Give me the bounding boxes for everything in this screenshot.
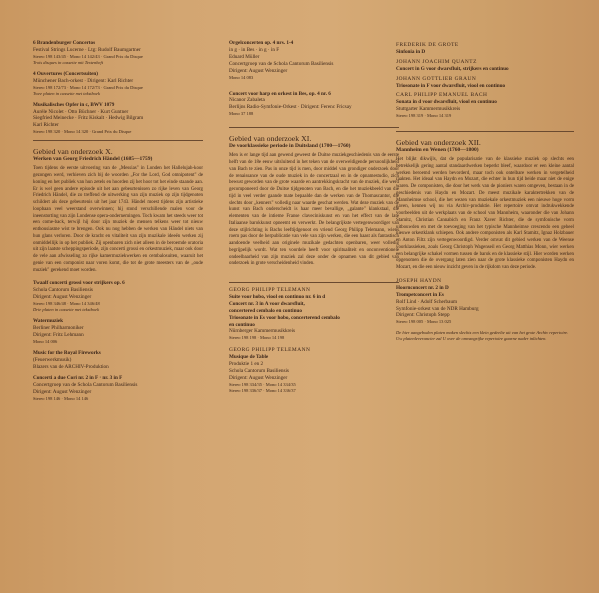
catalog-line: Stereo 198 005 · Mono 13 025	[396, 319, 452, 325]
entry-line: Nicanor Zabaleta	[229, 97, 265, 104]
entry-line: Blazers van de ARCHIV-Produktion	[33, 363, 109, 370]
work-title: Twaalf concerti grossi voor strijkers op. 6	[33, 280, 125, 287]
entry-note: Drie platen in cassette met tekstboek	[33, 306, 100, 312]
catalog-line: Stereo 198 346/48 · Mono 14 346/48	[33, 300, 100, 306]
entry-line: Concertgroep van de Schola Cantorum Basiliensis	[229, 60, 334, 67]
work-title: Watermuziek	[33, 317, 63, 324]
entry-line: Triosonate in Es voor hobo, concerterend cembalo	[229, 314, 340, 321]
entry-line: concertered cembalo en continuo	[229, 307, 302, 314]
catalog-line: Stereo 198 334/35 · Mono 14 334/35	[229, 381, 296, 387]
column-middle	[229, 40, 399, 399]
work-title: 4 Ouvertures (Concertsuiten)	[33, 70, 99, 77]
divider	[229, 127, 399, 128]
work-title: Concert in G voor dwarsfluit, strijkers en continuo	[396, 65, 509, 72]
work-title: Musique de Table	[229, 354, 269, 361]
record-entry	[396, 59, 574, 73]
divider	[229, 282, 399, 283]
section-title: Gebied van onderzoek XII.	[396, 138, 481, 148]
record-entry	[33, 280, 203, 313]
record-entry	[396, 278, 574, 325]
entry-line: Schola Cantorum Basiliensis	[229, 368, 289, 375]
entry-note: Twee platen in cassette met tekstboek	[33, 90, 101, 96]
entry-line: Trompetconcert in Es	[396, 291, 444, 298]
entry-line: Siegfried Meinecke · Fritz Kiskalt · Hedwig Bilgram	[33, 115, 144, 122]
record-entry	[33, 102, 203, 136]
section-subtitle: De voorklassieke periode in Duitsland (1700—1760)	[229, 143, 351, 150]
record-entry	[229, 287, 399, 341]
catalog-line: Stereo 198 198 · Mono 14 198	[229, 335, 285, 341]
record-entry	[396, 42, 574, 56]
catalog-line: Stereo 198 336/37 · Mono 14 336/37	[229, 387, 296, 393]
entry-line: Dirigent: Christoph Stepp	[396, 312, 450, 319]
section-paragraph: Men is er lange tijd aan gewend geweest de Duitse muziekgeschiedenis van de eerste helft van de 18e eeuw uitsluitend in het teken van de overweldigende persoonlijkheid van Bach te zien. Pas in onze tijd is men, door middel van grondiger onderzoek door de renaissance van de oude muziek in de concertzaal en in de opnamestudio, zich bewust geworden van de grote waarde en aantrekkingskracht van de muziek, die werd gecomponeerd door de Duitse tijdgenoten van Bach, en die het muziekbeeld van die tijd in veel verder gaande mate bepaalde dan de werken van de Thomascantor, die slechts door „kenners" volledig naar waarde geschat werden. Wat deze muziek van de kunst van Bach onderscheidt is haar meer bevallige, „galante" klankstaal, die elementen van de intieme Franse claveciniskunst en van het effect van de late Italiaanse barokkunst opneemt en verwerkt. De belangrijkste vertegenwoordiger van deze stijlrichting is Bachs leeftijdgenoot en vriend Georg Philipp Telemann, wiens roem pas door de herpublicatie van vele van zijn werken, die een haast als fantastisch aandoende veelheid aan originele muzikale gedachten openbaren, weer volledig begrijpelijk wordt. Wat ten voordele heeft voor spiritualiteit en onconventionele ondeelbaarheid van zijn muziek zal deze onder de opnamen van dit gebied van onderzoek in grote verscheidenheid vinden.	[229, 153, 399, 267]
entry-line: Concert nr. 3 in A voor dwarsfluit,	[229, 300, 305, 307]
entry-line: Karl Richter	[33, 122, 59, 129]
record-entry	[33, 318, 203, 345]
catalog-line: Mono 14 006	[33, 338, 58, 344]
entry-line: Münchener Bach-orkest · Dirigent: Karl Richter	[33, 77, 134, 84]
entry-note: Trois disques in cassette mit Textenheft	[33, 59, 104, 65]
record-entry	[33, 375, 203, 402]
entry-line: en continuo	[229, 321, 255, 328]
composer-name: JOSEPH HAYDN	[396, 277, 442, 284]
entry-line: Stuttgarter Kammermusikkreis	[396, 106, 461, 113]
entry-line: Concertgroep van de Schola Cantorum Basiliensis	[33, 382, 138, 389]
composer-name: GEORG PHILIPP TELEMANN	[229, 287, 311, 293]
record-entry	[33, 40, 203, 66]
composer-name: FREDERIK DE GROTE	[396, 42, 459, 48]
composer-name: GEORG PHILIPP TELEMANN	[229, 347, 311, 354]
work-title: Musikalisches Opfer in c, BWV 1079	[33, 101, 115, 108]
section-subtitle: Werken van Georg Friedrich Händel (1685—1759)	[33, 156, 153, 163]
work-title: Concert voor harp en orkest in Bes, op. 4 nr. 6	[229, 90, 331, 97]
entry-line: (Feuerwerkmusik)	[33, 356, 72, 363]
work-title: Sonata in d voor dwarsfluit, viool en continuo	[396, 99, 497, 106]
catalog-line: Stereo 198 320 · Mono 14 320 · Grand Prix du Disque	[33, 129, 132, 135]
entry-line: Dirigent: August Wenzinger	[33, 389, 92, 396]
entry-line: Nürnberger Kammermusikkreis	[229, 328, 296, 335]
entry-line: Eduard Müller	[229, 53, 260, 60]
catalog-line: Stereo 198 172/73 · Mono 14 172/73 · Grand Prix du Disque	[33, 84, 143, 90]
record-entry	[33, 350, 203, 371]
work-title: Triosonate in F voor dwarsfluit, viool en continuo	[396, 82, 506, 89]
entry-line: Dirigent: August Wenzinger	[229, 67, 288, 74]
record-entry	[229, 347, 399, 394]
entry-line: Dirigent: August Wenzinger	[33, 294, 92, 301]
work-title: Concerti a due Cori nr. 2 in F · nr. 3 in F	[33, 375, 123, 382]
catalog-line: Stereo 198 143/45 · Mono 14 142/43 · Grand Prix du Disque	[33, 53, 143, 59]
composer-name: CARL PHILIPP EMANUEL BACH	[396, 92, 488, 99]
catalog-line: Stereo 198 319 · Mono 14 319	[396, 113, 452, 119]
entry-line: Schola Cantorum Basiliensis	[33, 287, 93, 294]
entry-line: Symfonie-orkest van de NDR Hamburg	[396, 305, 479, 312]
entry-line: Dirigent: August Wenzinger	[229, 374, 288, 381]
section-paragraph: Het blijkt dikwijls, dat de popularisatie van de klassieke muziek op slechts een betrekkelijk gering aantal standaardwerken beperkt bleef, waardoor er een kleine aantal werken beroemd werden bevorderd, maar toch ook ontelbare werken in vergetelheid raakten. Het ideaal van Haydn en Mozart, die echter in hun tijd beide maar niet de enige waren. De componisten, die door het werk van de pioniers waren omgeven, bestaan in de geschiedenis van Haydn en Mozart. De meest muzikale karaktertrekken van de Mannheimse school, die het wezen van muziekale orkestmuziek een nieuwe hoge vorm gaven, kennen wij nu via Archiv-produktie. Het repertoire omvat indrukwekkende voorbeelden uit de werkplaats van de school van Mannheim, waaronder die van Johann Stamitz, Christian Cannabich en Franz Xaver Richter, die de symfonische vorm uitbouwden en met de toevoeging van het typische Mannheimse crescendo een geheel nieuwe orkestklank schiepen. Ook andere componisten als Karl Stamitz, Ignaz Holzbauer en Anton Filtz zijn vertegenwoordigd. Verder omvat dit gebied werken van de Weense voorklassieken, zoals Georg Christoph Wagenseil en Georg Matthias Monn, wier werken een belangrijke schakel vormen tussen de barok en de klassieke stijl. Hier worden werken opgenomen die de overgang laten zien naar de grote klassieke componisten Haydn en Mozart, en die een nieuw inzicht geven in de rijkdom van deze periode.	[396, 157, 574, 271]
divider	[33, 140, 203, 141]
work-title: Music for the Royal Fireworks	[33, 349, 101, 356]
record-entry	[33, 71, 203, 97]
footnote: De hier aangeboden platen maken slechts een klein gedeelte uit van het grote Archiv repertoire. Uw platenleverancier zal U over de omvangrijke repertoire gaarne nader inlichten.	[396, 330, 569, 342]
work-title: Sinfonia in D	[396, 48, 426, 55]
section-title: Gebied van onderzoek XI.	[229, 134, 312, 144]
composer-name: JOHANN JOACHIM QUANTZ	[396, 58, 477, 65]
entry-line: in g · in Bes · in g · in F	[229, 46, 280, 53]
catalog-line: Stereo 198 146 · Mono 14 146	[33, 396, 89, 402]
divider	[396, 131, 574, 132]
section-title: Gebied van onderzoek X.	[33, 147, 113, 157]
entry-line: Berlijns Radio-Symfonie-Orkest · Dirigent: Ferenc Fricsay	[229, 104, 352, 111]
entry-line: Rolf Lind · Adolf Scherbaum	[396, 298, 458, 305]
column-right	[396, 42, 574, 342]
column-left	[33, 40, 203, 407]
entry-line: Berliner Philharmoniker	[33, 324, 84, 331]
catalog-line: Mono 14 083	[229, 74, 254, 80]
section-paragraph: Toen tijdens de eerste uitvoering van de „Messias" in Londen het Hallelujah-koor gezongen werd, verhieven zich bij de woorden „For the Lord, God omnipotent" de koning en het publiek van hun zetels en hoorden zij het hoor tot het einde staande aan. Er is wel geen andere episode uit het aan gebeurtenissen zo rijke leven van Georg Friedrich Händel, die zo treffend de uitwerking van zijn muziek op zijn tijdgenoten schildert als deze gebeurtenis uit het jaar 1743. Händel moest tijdens zijn artistieke loopbaan veel weerstand overwinnen; hij stond verschillende malen voor de ineenstorting van zijn Londense opera-ondernemingen. Toch kwam het steeds weer tot een come-back, terwijl hij door zijn muziek de mensen telkens weer tot nieuw enthousiasme wist te brengen. Ook nu nog hebben de werken van Händel niets van hun glans verloren. Door de kracht en vitaliteit van zijn muzikale ideeën werken zij onmiddellijk in op het publiek. Zij openbaren zich niet alleen in de beroemde oratoria uit zijn laatste scheppingsperiode, zijn concerti grossi en orkestmuziek, maar ook door de vele aan afwisseling zo rijke kamermuziekwerken en cembalosuiten, waaruit het genie van een componist naar voren komt, die tot de grote meesters van de „oude muziek" gerekend moet worden.	[33, 166, 203, 273]
record-entry	[229, 91, 399, 118]
work-title: Orgelconcerten op. 4 nrs. 1-4	[229, 40, 294, 46]
entry-line: Dirigent: Fritz Lehmann	[33, 331, 84, 338]
record-entry	[229, 40, 399, 81]
entry-line: Festival Strings Lucerne · Ltg: Rudolf Baumgartner	[33, 46, 141, 53]
work-title: Suite voor hobo, viool en continuo nr. 6 in d	[229, 293, 326, 300]
work-title: 6 Brandenburger Concertos	[33, 40, 96, 46]
composer-name: JOHANN GOTTLIEB GRAUN	[396, 75, 477, 82]
work-title: Hoornconcert nr. 2 in D	[396, 284, 449, 291]
section-subtitle: Mannheim en Wenen (1760—1800)	[396, 147, 479, 154]
entry-line: Produktie 1 en 2	[229, 361, 264, 368]
record-entry	[396, 76, 574, 90]
entry-line: Aurèle Nicolet · Otto Büchner · Kurt Guntner	[33, 108, 129, 115]
record-entry	[396, 92, 574, 119]
catalog-line: Mono 37 188	[229, 111, 254, 117]
